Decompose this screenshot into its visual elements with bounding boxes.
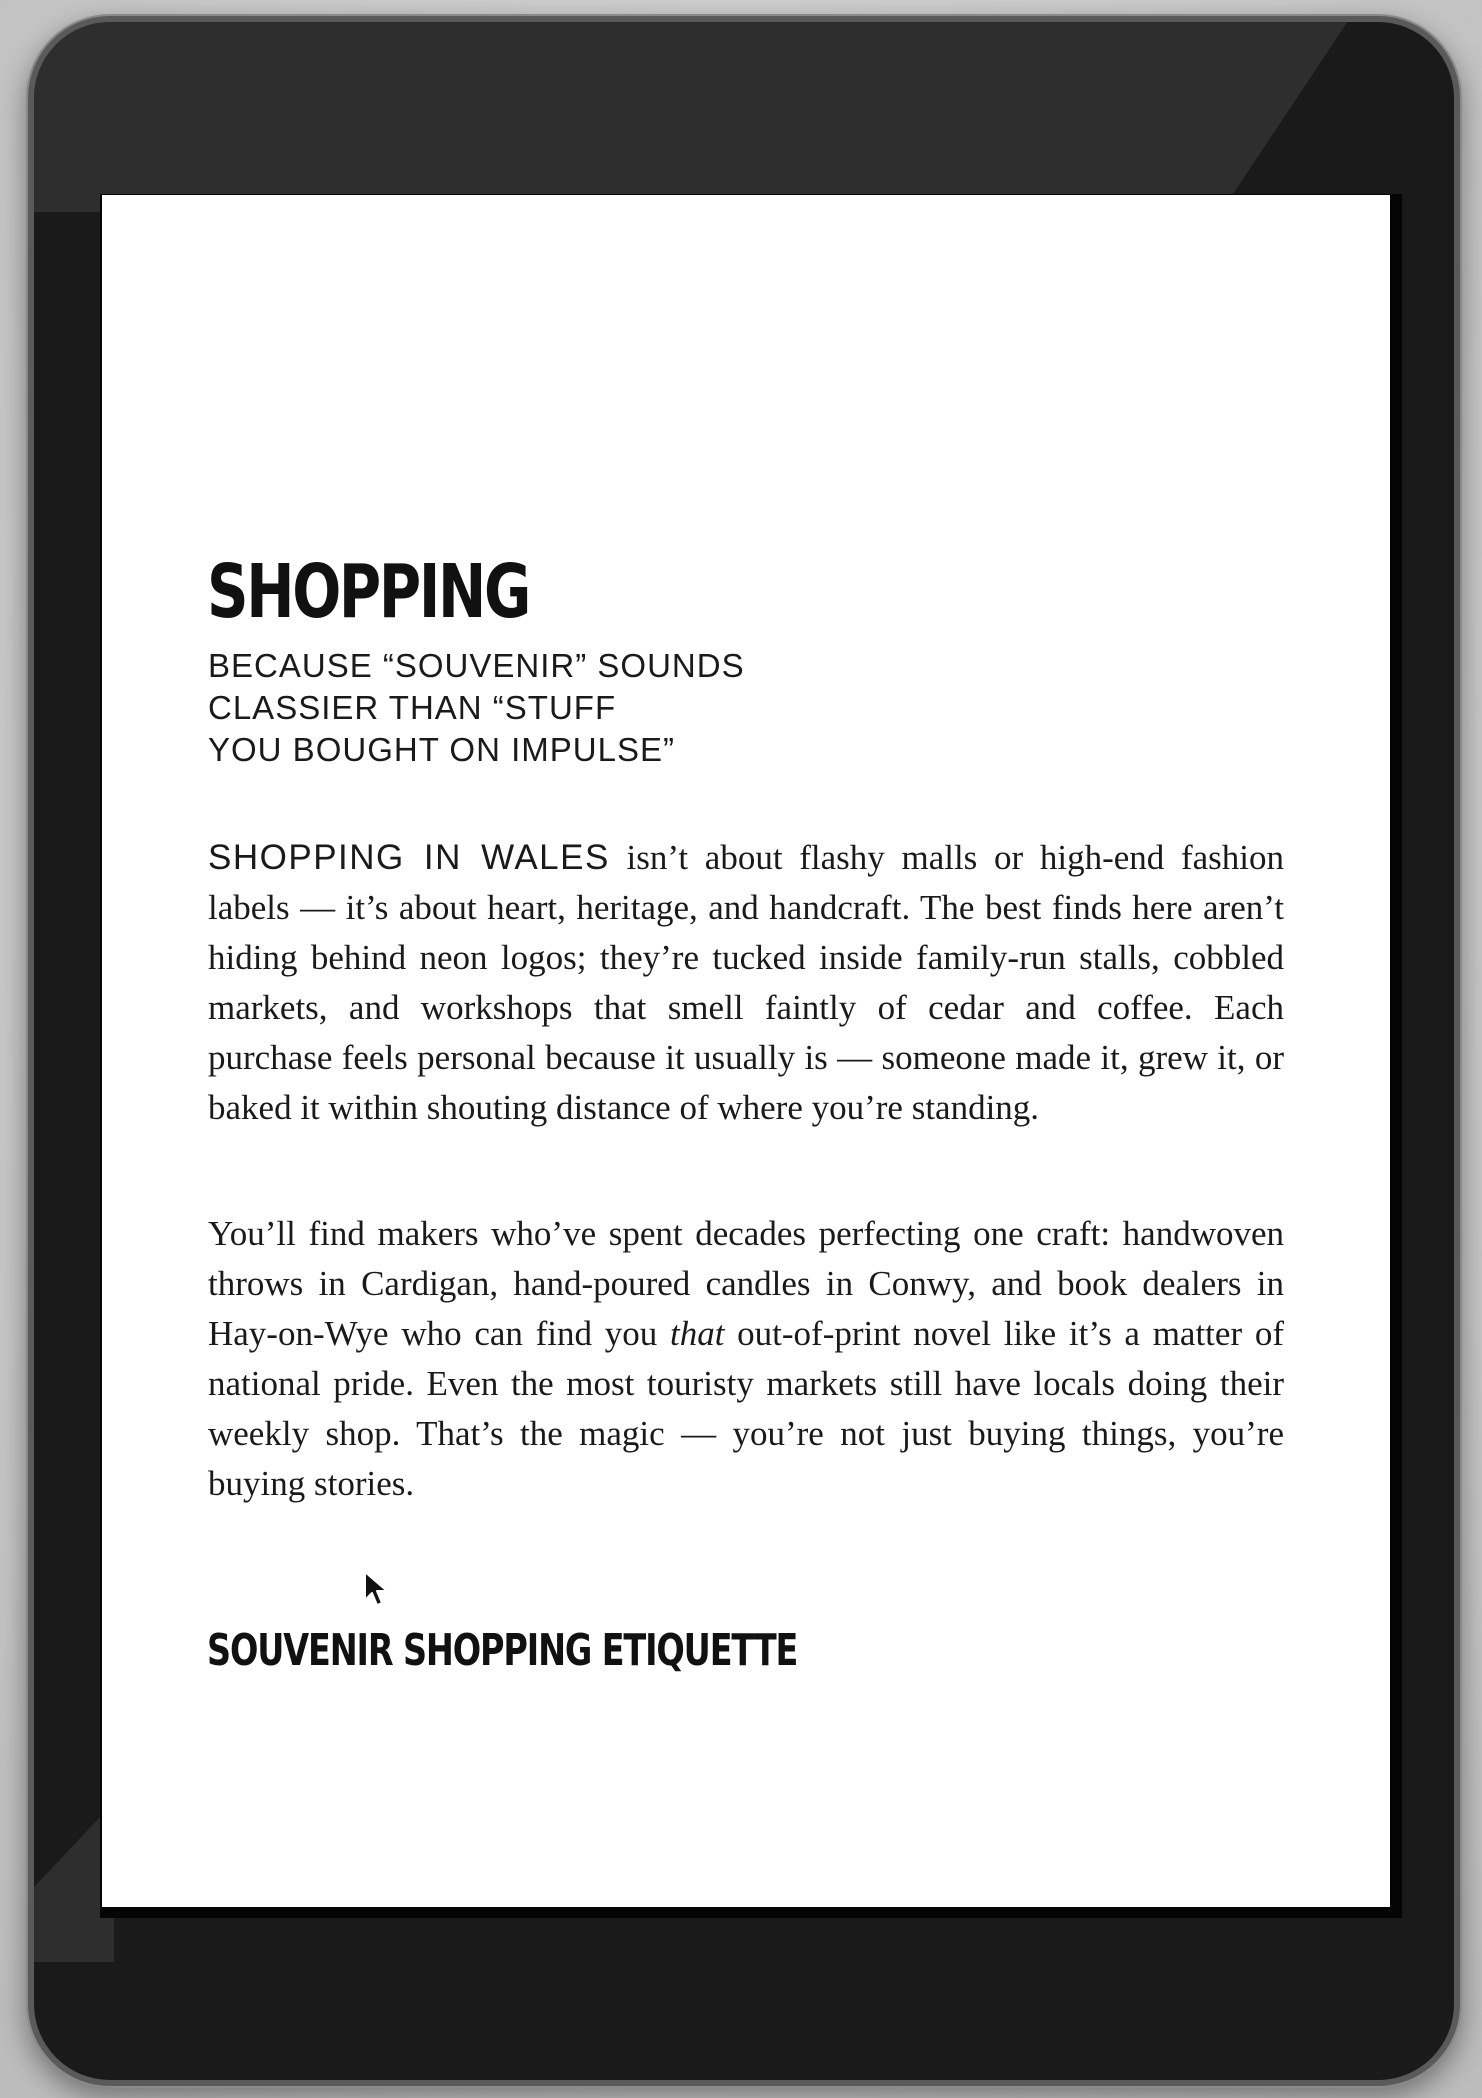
body-paragraph (208, 833, 1284, 1133)
paragraph-lead-in: SHOPPING IN WALES (208, 838, 610, 877)
body-paragraph (208, 1209, 1284, 1509)
mouse-pointer-icon (363, 1570, 389, 1608)
chapter-subtitle-line: YOU BOUGHT ON IMPULSE” (208, 731, 675, 768)
bezel-glare (28, 16, 1354, 212)
emphasis-text: that (669, 1314, 725, 1353)
chapter-subtitle-line: CLASSIER THAN “STUFF (208, 689, 617, 726)
chapter-title: SHOPPING (207, 549, 529, 635)
ebook-page[interactable] (102, 195, 1390, 1907)
chapter-subtitle-line: BECAUSE “SOUVENIR” SOUNDS (208, 647, 745, 684)
paragraph-text: out-of-print novel like it’s a matter of national pride. Even the most touristy markets still have locals doing their weekly shop. That’s the magic — you’re not just buying things, you’re buying stories. (208, 1314, 1284, 1503)
section-heading: SOUVENIR SHOPPING ETIQUETTE (207, 1625, 798, 1676)
paragraph-text: isn’t about flashy malls or high-end fashion labels — it’s about heart, heritage, and handcraft. The best finds here aren’t hiding behind neon logos; they’re tucked inside family-run stalls, cobbled markets, and workshops that smell faintly of cedar and coffee. Each purchase feels personal because it usually is — someone made it, grew it, or baked it within shouting distance of where you’re standing. (208, 838, 1284, 1127)
chapter-subtitle (208, 645, 908, 771)
paragraph-text: You’ll find makers who’ve spent decades perfecting one craft: handwoven throws in Cardigan, hand-poured candles in Conwy, and book dealers in Hay-on-Wye who can find you (208, 1214, 1284, 1353)
